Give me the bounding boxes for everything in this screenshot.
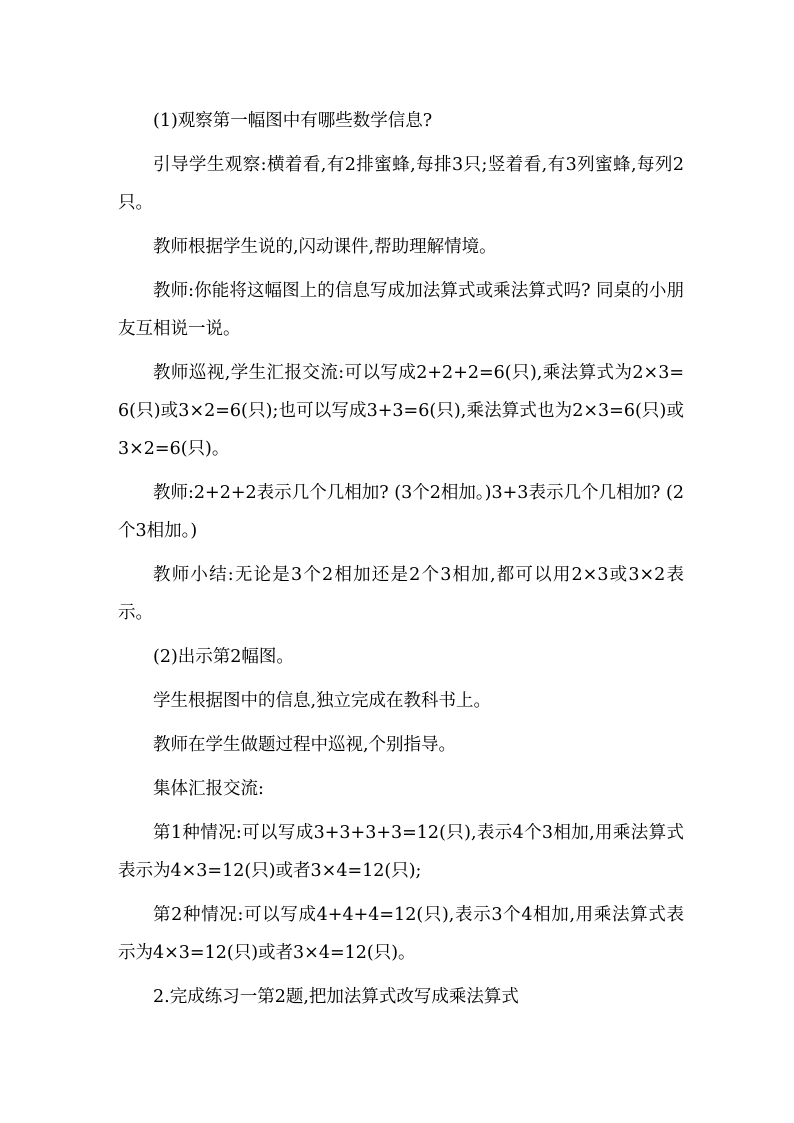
- paragraph-guide-observation: 引导学生观察:横着看,有2排蜜蜂,每排3只;竖着看,有3列蜜蜂,每列2只。: [118, 155, 684, 213]
- paragraph-teacher-question: 教师:你能将这幅图上的信息写成加法算式或乘法算式吗? 同桌的小朋友互相说一说。: [118, 281, 684, 339]
- paragraph-teacher-patrol: 教师在学生做题过程中巡视,个别指导。: [153, 735, 457, 755]
- paragraph-group-report: 集体汇报交流:: [153, 779, 264, 799]
- paragraph-independent-work: 学生根据图中的信息,独立完成在教科书上。: [153, 691, 492, 711]
- paragraph-show-second-picture: (2)出示第2幅图。: [153, 647, 294, 667]
- paragraph-courseware: 教师根据学生说的,闪动课件,帮助理解情境。: [153, 237, 497, 257]
- paragraph-student-report: 教师巡视,学生汇报交流:可以写成2+2+2=6(只),乘法算式为2×3=6(只)或3×2=6(只);也可以写成3+3=6(只),乘法算式也为2×3=6(只)或3×2=6(只)。: [118, 363, 684, 459]
- paragraph-teacher-summary: 教师小结:无论是3个2相加还是2个3相加,都可以用2×3或3×2表示。: [118, 565, 684, 623]
- paragraph-teacher-ask-addends: 教师:2+2+2表示几个几相加? (3个2相加。)3+3表示几个几相加? (2个3相加。): [118, 483, 684, 541]
- paragraph-observe-first-picture: (1)观察第一幅图中有哪些数学信息?: [153, 111, 433, 131]
- paragraph-case-one: 第1种情况:可以写成3+3+3+3=12(只),表示4个3相加,用乘法算式表示为4×3=12(只)或者3×4=12(只);: [118, 823, 684, 881]
- document-body: [118, 102, 684, 1022]
- paragraph-case-two: 第2种情况:可以写成4+4+4=12(只),表示3个4相加,用乘法算式表示为4×3=12(只)或者3×4=12(只)。: [118, 905, 684, 963]
- paragraph-exercise-two: 2.完成练习一第2题,把加法算式改写成乘法算式: [153, 987, 519, 1007]
